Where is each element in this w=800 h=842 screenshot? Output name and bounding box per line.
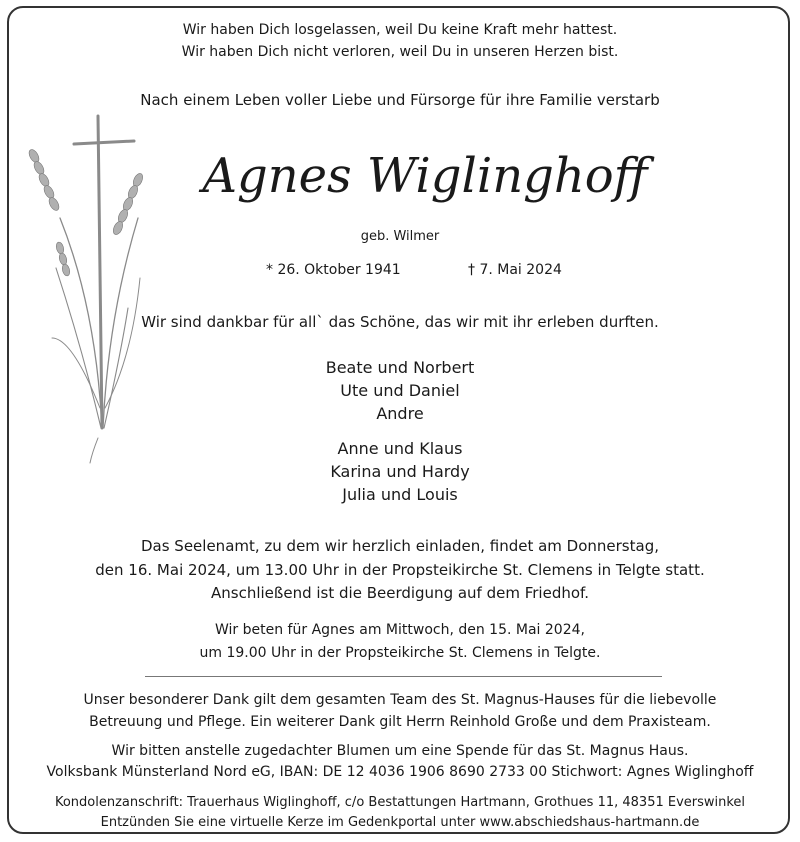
service-line-2: den 16. Mai 2024, um 13.00 Uhr in der Propsteikirche St. Clemens in Telgte statt.: [95, 561, 705, 579]
gratitude-text: Wir sind dankbar für all` das Schöne, das wir mit ihr erleben durften.: [141, 313, 659, 331]
service-line-1: Das Seelenamt, zu dem wir herzlich einladen, findet am Donnerstag,: [140, 537, 659, 555]
intro-text: Nach einem Leben voller Liebe und Fürsorge für ihre Familie verstarb: [140, 91, 660, 109]
thanks-line-2: Betreuung und Pflege. Ein weiterer Dank gilt Herrn Reinhold Große und dem Praxisteam.: [89, 714, 711, 730]
mourner-5: Karina und Hardy: [330, 462, 470, 481]
donation-line-2: Volksbank Münsterland Nord eG, IBAN: DE 12 4036 1906 8690 2733 00 Stichwort: Agnes Wiglinghoff: [46, 764, 754, 780]
prayer-line-2: um 19.00 Uhr in der Propsteikirche St. Clemens in Telgte.: [199, 645, 601, 661]
mourner-6: Julia und Louis: [342, 485, 458, 504]
condolence-portal: Entzünden Sie eine virtuelle Kerze im Gedenkportal unter www.abschiedshaus-hartmann.de: [100, 815, 700, 830]
mourner-1: Beate und Norbert: [325, 358, 475, 377]
death-date: † 7. Mai 2024: [468, 262, 562, 278]
verse-line-2: Wir haben Dich nicht verloren, weil Du in unseren Herzen bist.: [181, 44, 619, 60]
mourner-2: Ute und Daniel: [340, 381, 460, 400]
donation-line-1: Wir bitten anstelle zugedachter Blumen um eine Spende für das St. Magnus Haus.: [111, 743, 689, 759]
verse-line-1: Wir haben Dich losgelassen, weil Du keine Kraft mehr hattest.: [182, 22, 618, 38]
prayer-line-1: Wir beten für Agnes am Mittwoch, den 15. Mai 2024,: [215, 622, 585, 638]
divider: [145, 676, 662, 677]
mourner-4: Anne und Klaus: [337, 439, 463, 458]
birth-name: geb. Wilmer: [360, 229, 440, 244]
svg-text:Agnes Wiglinghoff: Agnes Wiglinghoff: [202, 148, 648, 204]
service-line-3: Anschließend ist die Beerdigung auf dem Friedhof.: [211, 584, 589, 602]
mourner-3: Andre: [376, 404, 424, 423]
thanks-line-1: Unser besonderer Dank gilt dem gesamten Team des St. Magnus-Hauses für die liebevolle: [83, 692, 717, 708]
condolence-address: Kondolenzanschrift: Trauerhaus Wiglinghoff, c/o Bestattungen Hartmann, Grothues 11, 48351 Everswinkel: [54, 795, 746, 810]
deceased-name: [165, 130, 685, 240]
birth-date: * 26. Oktober 1941: [266, 262, 401, 278]
